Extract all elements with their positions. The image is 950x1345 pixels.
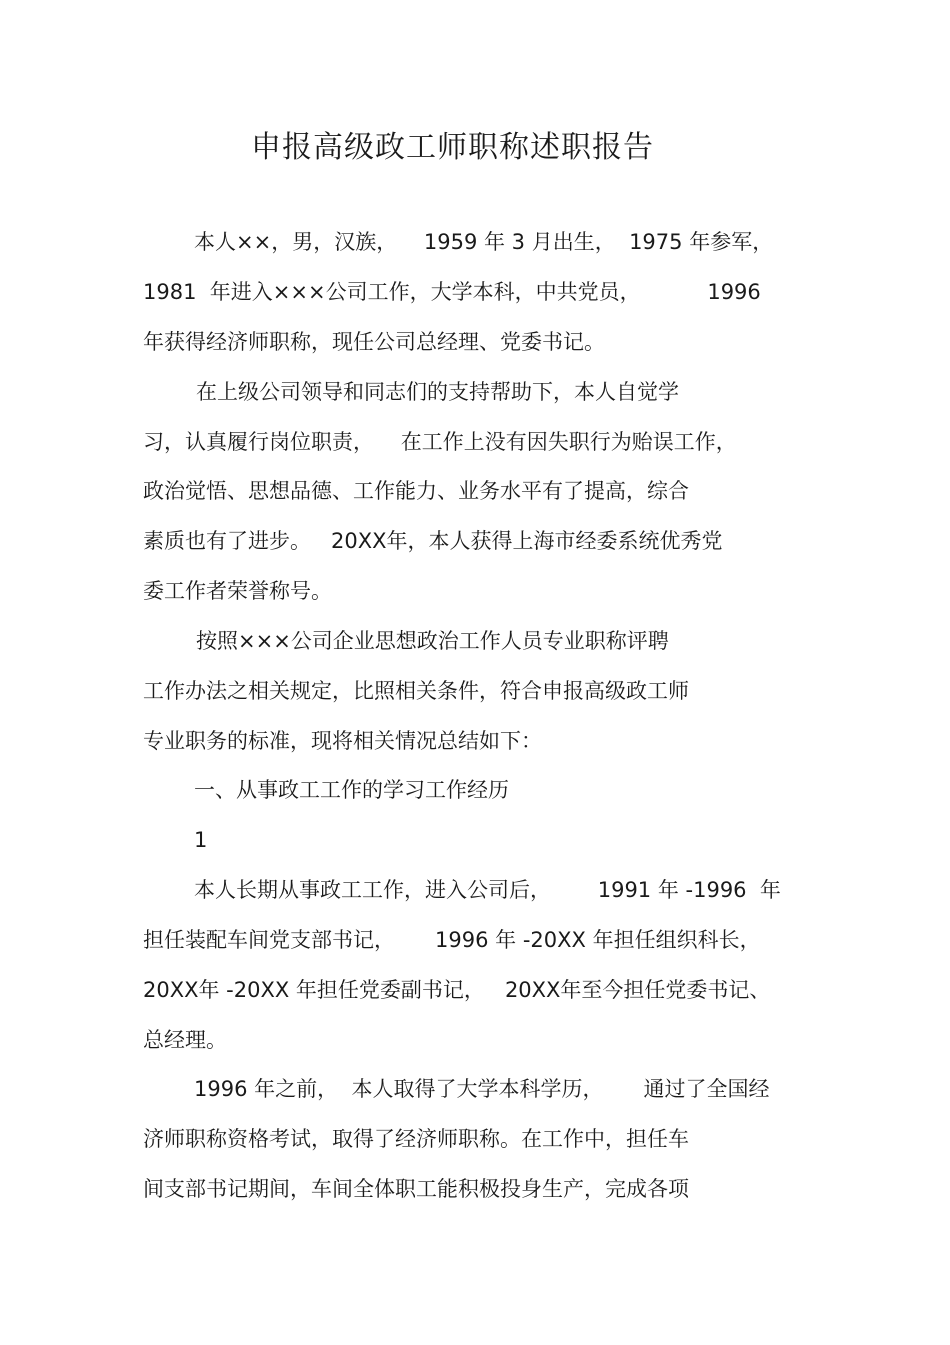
body-line-3: 年获得经济师职称，现任公司总经理、党委书记。	[143, 330, 605, 354]
body-line-1: 本人××，男，汉族， 1959 年 3 月出生， 1975 年参军，	[194, 230, 774, 254]
body-line-15: 担任装配车间党支部书记， 1996 年 -20XX 年担任组织科长，	[143, 928, 761, 952]
body-line-17: 总经理。	[143, 1028, 227, 1052]
page-title: 申报高级政工师职称述职报告	[251, 130, 654, 165]
body-line-16: 20XX年 -20XX 年担任党委副书记， 20XX年至今担任党委书记、	[143, 978, 771, 1002]
body-line-10: 工作办法之相关规定，比照相关条件，符合申报高级政工师	[143, 679, 689, 703]
body-line-18: 1996 年之前， 本人取得了大学本科学历， 通过了全国经	[194, 1077, 770, 1101]
body-line-14: 本人长期从事政工工作，进入公司后， 1991 年 -1996 年	[194, 878, 781, 902]
body-line-19: 济师职称资格考试，取得了经济师职称。在工作中，担任车	[143, 1127, 689, 1151]
body-line-11: 专业职务的标准，现将相关情况总结如下：	[143, 729, 542, 753]
body-line-2: 1981 年进入×××公司工作，大学本科，中共党员， 1996	[143, 280, 761, 304]
section-heading: 一、从事政工工作的学习工作经历	[194, 778, 509, 802]
body-line-20: 间支部书记期间，车间全体职工能积极投身生产，完成各项	[143, 1177, 689, 1201]
body-line-7: 素质也有了进步。 20XX年，本人获得上海市经委系统优秀党	[143, 529, 723, 553]
body-line-6: 政治觉悟、思想品德、工作能力、业务水平有了提高，综合	[143, 479, 689, 503]
body-line-5: 习，认真履行岗位职责， 在工作上没有因失职行为贻误工作，	[143, 430, 737, 454]
body-line-8: 委工作者荣誉称号。	[143, 579, 332, 603]
body-line-9: 按照×××公司企业思想政治工作人员专业职称评聘	[196, 629, 669, 653]
subsection-number: 1	[194, 828, 208, 852]
body-line-4: 在上级公司领导和同志们的支持帮助下，本人自觉学	[196, 380, 679, 404]
